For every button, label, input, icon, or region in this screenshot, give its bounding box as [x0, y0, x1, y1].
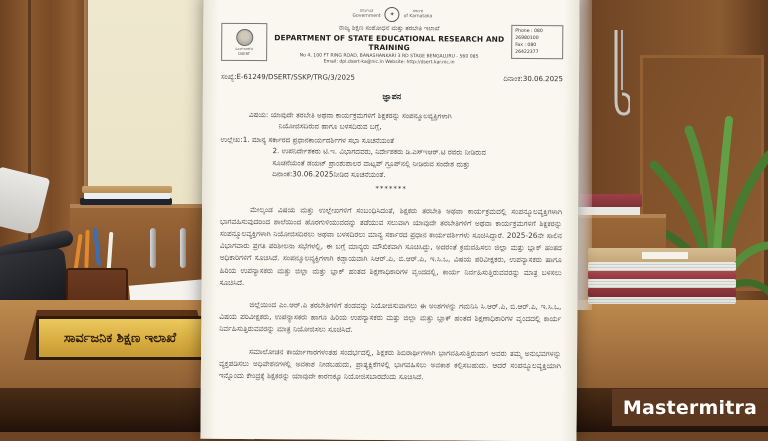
letterhead [221, 23, 563, 66]
gov-en-right: of Karnataka [403, 14, 433, 20]
department-name-kannada: ರಾಜ್ಯ ಶಿಕ್ಷಣ ಸಂಶೋಧನೆ ಮತ್ತು ತರಬೇತಿ ಇಲಾಖೆ [339, 23, 440, 33]
tan-folder [588, 248, 736, 262]
phone-fax-box [511, 25, 563, 59]
paper-stack [588, 279, 736, 288]
letterhead-center [267, 23, 511, 65]
dsert-logo-box [221, 23, 267, 61]
memo-date: ದಿನಾಂಕ:30.06.2025 [503, 74, 563, 83]
gov-left-text [353, 9, 381, 19]
file-stack [588, 248, 736, 304]
phone-label: Phone : 080 [515, 28, 543, 35]
paper-stack [588, 262, 736, 271]
fax-label: Fax : 080 [515, 42, 537, 49]
body-paragraph-2: ಜಿಲ್ಲೆಯಿಂದ ಎಂ.ಆರ್.ಪಿ ತರಬೇತಿಗಳಿಗೆ ತಂಡವನ್ನು ನಿಯೋಜಿಸುವಾಗಲು ಈ ಅಂಶಗಳನ್ನು ಗಮನಿಸಿ ಸಿ.ಆರ್.ಪಿ, ಬಿ.ಆರ್.ಪಿ, ಇ.ಸಿ.ಒ, ವಿಷಯ ಪರಿವೀಕ್ಷಕರು, ಉಪನ್ಯಾಸಕರು ಹಾಗೂ ಹಿರಿಯ ಉಪನ್ಯಾಸಕರು ಮತ್ತು ಜಿಲ್ಲಾ ಮತ್ತು ಬ್ಲಾಕ್ ಹಂತದ ಶಿಕ್ಷಣಾಧಿಕಾರಿಗಳ ವೃಂದದಲ್ಲಿ ಕಾರ್ಯ ನಿರ್ವಹಿಸುತ್ತಿರುವವರನ್ನು ಮಾತ್ರ ನಿಯೋಜಿಸಲು ಸೂಚಿಸಿದೆ. [219, 299, 562, 335]
memo-title: ಜ್ಞಾಪನ [382, 91, 402, 101]
hanging-cord [608, 30, 630, 160]
separator-stars: ******* [375, 184, 407, 193]
gov-kn-left: ಕರ್ನಾಟಕ [359, 8, 374, 14]
paper-stack [588, 297, 736, 304]
gov-en-left: Government [352, 13, 381, 19]
fax-number: 26422377 [515, 49, 539, 56]
nameplate-text: ಸಾರ್ವಜನಿಕ ಶಿಕ್ಷಣ ಇಲಾಖೆ [63, 330, 177, 346]
government-header [221, 5, 563, 23]
subject-line-2: ನಿಯೋಜಿಸದಿರುವ ಹಾಗೂ ಬಳಸದಿರುವ ಬಗ್ಗೆ, [278, 121, 382, 131]
binder [80, 198, 172, 205]
department-nameplate [36, 316, 204, 360]
cabinet-handle [180, 228, 186, 268]
body-paragraph-1: ಮೇಲ್ಕಂಡ ವಿಷಯ ಮತ್ತು ಉಲ್ಲೇಖಗಳಿಗೆ ಸಂಬಂಧಿಸಿದಂತೆ, ಶಿಕ್ಷಕರು ತರಬೇತಿ ಅಥವಾ ಕಾರ್ಯಕ್ರಮದಲ್ಲಿ ಸಂಪನ್ಮೂಲವ್ಯಕ್ತಿಗಳಾಗಿ ಭಾಗವಹಿಸುವುದರಿಂದ ಶಾಲೆಯಿಂದ ಹೊರಗುಳಿಯುವದನ್ನು ತಡೆಯುವ ಸಲುವಾಗಿ ಯಾವುದೇ ತರಬೇತಿಗಳಿಗೆ ಅಥವಾ ಕಾರ್ಯಕ್ರಮಗಳಿಗೆ ಶಿಕ್ಷಕರನ್ನು ಸಂಪನ್ಮೂಲವ್ಯಕ್ತಿಗಳಾಗಿ ನಿಯೋಜಿಸದಿರಲು ಅಥವಾ ಬಳಸದಿರಲು ಮಾನ್ಯ ಸರ್ಕಾರದ ಪ್ರಧಾನ ಕಾರ್ಯದರ್ಶಿಗಳು ಸೂಚಿಸಿದ್ದಾರೆ. 2025-26ನೇ ಸಾಲಿನ ವಿಭಾಗವಾರು ಪ್ರಗತಿ ಪರಿಶೀಲನಾ ಸಭೆಗಳಲ್ಲಿ, ಈ ಬಗ್ಗೆ ಮಾನ್ಯರು ಮೌಖಿಕವಾಗಿ ಸೂಚಿಸಿದ್ದು, ಅದರಂತೆ ಕ್ರಮವಹಿಸಲು ಜಿಲ್ಲಾ ಮತ್ತು ಬ್ಲಾಕ್ ಹಂತದ ಅಧಿಕಾರಿಗಳಿಗೆ ಸೂಚಿಸಿದೆ. ಸಂಪನ್ಮೂಲವ್ಯಕ್ತಿಗಳಾಗಿ ಕಡ್ಡಾಯವಾಗಿ ಸಿಆರ್.ಪಿ, ಬಿ.ಆರ್.ಪಿ, ಇ.ಸಿ.ಒ, ವಿಷಯ ಪರಿವೀಕ್ಷಕರು, ಉಪನ್ಯಾಸಕರು ಹಾಗೂ ಹಿರಿಯ ಉಪನ್ಯಾಸಕರು ಮತ್ತು ಜಿಲ್ಲಾ ಮತ್ತು ಬ್ಲಾಕ್ ಹಂತದ ಶಿಕ್ಷಣಾಧಿಕಾರಿಗಳ ವೃಂದದಲ್ಲಿ, ಕಾರ್ಯ ನಿರ್ವಹಿಸುತ್ತಿರುವವರನ್ನು ಮಾತ್ರ ಬಳಸಲು ಸೂಚಿಸಿದೆ. [219, 204, 563, 287]
department-address: No 4, 100 FT RING ROAD, BANASHANKARI 3 RD STAGE BENGALURU - 560 085 [299, 52, 479, 60]
binder [82, 186, 172, 193]
dsert-caption-kn: ಡಿಎಸ್‌ಇಆರ್‌ಟಿ [235, 46, 254, 51]
reference-block [220, 133, 562, 181]
subject-line-1: ವಿಷಯ: ಯಾವುದೇ ತರಬೇತಿ ಅಥವಾ ಕಾರ್ಯಕ್ರಮಗಳಿಗೆ ಶಿಕ್ಷಕರನ್ನು ಸಂಪನ್ಮೂಲವ್ಯಕ್ತಿಗಳಾಗಿ [248, 109, 452, 120]
reference-item-2: 2. ಉಪನಿರ್ದೇಶಕರು ಟಿ.ಇ. ವಿಭಾಗದವರು, ನಿರ್ದೇಶಕರು ಡಿ.ಎಸ್‌ಇಆರ್.ಟಿ ರವರು ನೀಡಿರುವ ಸೂಚನೆಯಂತೆ ಡಯಟ್ ಪ್ರಾಂಶುಪಾಲರ ವಾಟ್ಸಪ್ ಗ್ರೂಪ್‌ನಲ್ಲಿ ನೀಡಿರುವ ಸಂದೇಶ ಮತ್ತು ದಿನಾಂಕ:30.06.2025ನೀಡಿದ ಸೂಚನೆಯಂತೆ. [272, 146, 487, 179]
red-folder [588, 271, 736, 279]
red-folder [588, 288, 736, 297]
karnataka-emblem-icon: ✦ [385, 6, 400, 21]
official-memo-page [200, 0, 579, 441]
binder-stack [80, 186, 172, 210]
phone-number: 26980100 [515, 35, 539, 42]
reference-item-1: ಉಲ್ಲೇಖ:1. ಮಾನ್ಯ ಸರ್ಕಾರದ ಪ್ರಧಾನಕಾರ್ಯದರ್ಶಿಗಳ ಸಭಾ ಸೂಚನೆಯಂತೆ [220, 134, 395, 145]
cabinet-handle [150, 228, 156, 268]
binder-pages [84, 192, 170, 199]
dsert-caption-en: DSERT [238, 51, 251, 56]
brand-label: Mastermitra [622, 396, 758, 419]
reference-row [221, 72, 563, 83]
brand-badge [612, 389, 768, 426]
folder-label [642, 252, 688, 259]
department-name-english: DEPARTMENT OF STATE EDUCATIONAL RESEARCH AND TRAINING [274, 33, 505, 53]
gov-right-text [404, 9, 433, 19]
memo-reference-number: ಸಂಖ್ಯೆ:E-61249/DSERT/SSKP/TRG/3/2025 [220, 72, 355, 82]
body-paragraph-3: ಸಮಾಲೋಚನ ಕಾರ್ಯಾಗಾರಗಳಂತಹ ಸಂದರ್ಭದಲ್ಲಿ, ಶಿಕ್ಷಕರು ಶಿಬಿರಾರ್ಥಿಗಳಾಗಿ ಭಾಗವಹಿಸುತ್ತಿರುವಾಗ ಅವರು ತಮ್ಮ ಅನುಭವಗಳನ್ನು ವ್ಯಕ್ತಪಡಿಸಲು ಅಧಿವೇಶನಗಳಲ್ಲಿ ಅವಕಾಶ ನೀಡಬಹುದು, ಪ್ರಾತ್ಯಕ್ಷಿಕೆಗಳಲ್ಲಿ ಭಾಗವಹಿಸಲು ಅವಕಾಶ ಕಲ್ಪಿಸಬಹುದು. ಆದರೆ ಸಂಪನ್ಮೂಲವ್ಯಕ್ತಿಯಾಗಿ ಇನ್ನೊಂದು ಕೇಂದ್ರಕ್ಕೆ ಶಿಕ್ಷಕರನ್ನು ಯಾವುದೇ ಕಾರಣಕ್ಕೂ ನಿಯೋಜಿಸಬಾರದೆಂದು ಸೂಚಿಸಿದೆ. [218, 346, 562, 382]
subject-block [249, 109, 557, 134]
gov-kn-right: ಸರ್ಕಾರ [412, 9, 424, 15]
department-contact: Email: dpi.dsert-ka@nic.in Website: http://dsert.kar.nic.in [323, 59, 455, 65]
dsert-emblem-icon [236, 28, 253, 45]
